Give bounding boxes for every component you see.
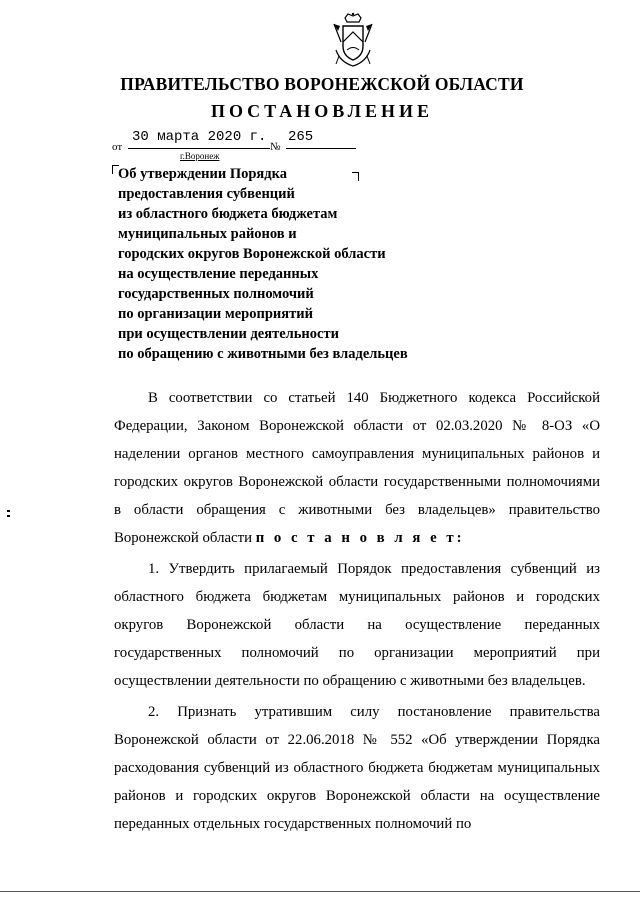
title-line: предоставления субвенций bbox=[118, 186, 295, 202]
dateline bbox=[112, 128, 362, 161]
title-line: на осуществление переданных bbox=[118, 266, 319, 282]
item-1-paragraph: 1. Утвердить прилагаемый Порядок предоставления субвенций из областного бюджета бюджетам муниципальных районов и городских округов Воронежской области на осуществление переданных государственных полномочий по организации мероприятий при осуществлении деятельности по обращению с животными без владельцев. bbox=[114, 561, 600, 689]
title-line: городских округов Воронежской области bbox=[118, 246, 386, 262]
page-bottom-edge bbox=[0, 891, 640, 892]
document-number: 265 bbox=[288, 129, 314, 145]
title-line: по обращению с животными без владельцев bbox=[118, 346, 408, 362]
document-type: ПОСТАНОВЛЕНИЕ bbox=[210, 101, 434, 121]
scan-mark bbox=[7, 510, 10, 522]
title-line: при осуществлении деятельности bbox=[118, 326, 339, 342]
city-label: г.Воронеж bbox=[180, 151, 220, 161]
title-line: государственных полномочий bbox=[118, 286, 314, 302]
title-line: из областного бюджета бюджетам bbox=[118, 206, 338, 222]
title-line: Об утверждении Порядка bbox=[118, 166, 287, 182]
document-body bbox=[114, 384, 600, 841]
decree-word: п о с т а н о в л я е т: bbox=[255, 530, 465, 546]
preamble-paragraph bbox=[114, 384, 600, 552]
title-line: по организации мероприятий bbox=[118, 306, 313, 322]
organization-name: ПРАВИТЕЛЬСТВО ВОРОНЕЖСКОЙ ОБЛАСТИ bbox=[120, 74, 524, 94]
coat-of-arms-icon bbox=[330, 12, 376, 70]
item-2-paragraph: 2. Признать утратившим силу постановление правительства Воронежской области от 22.06.2018 № 552 «Об утверждении Порядка расходования субвенций из областного бюджета бюджетам муниципальных районов и городских округов Воронежской области на осуществление переданных отдельных государственных полномочий по bbox=[114, 704, 600, 832]
number-underline bbox=[286, 148, 356, 149]
document-title bbox=[118, 164, 438, 364]
preamble-text: В соответствии со статьей 140 Бюджетного кодекса Российской Федерации, Законом Воронежской области от 02.03.2020 № 8-ОЗ «О наделении органов местного самоуправления муниципальных районов и городских округов Воронежской области государственными полномочиями в области обращения с животными без владельцев» правительство Воронежской области bbox=[114, 390, 600, 546]
title-line: муниципальных районов и bbox=[118, 226, 297, 242]
document-date: 30 марта 2020 г. bbox=[132, 129, 267, 145]
number-label: № bbox=[270, 141, 281, 153]
date-prefix-label: от bbox=[112, 141, 123, 153]
date-underline bbox=[128, 148, 270, 149]
